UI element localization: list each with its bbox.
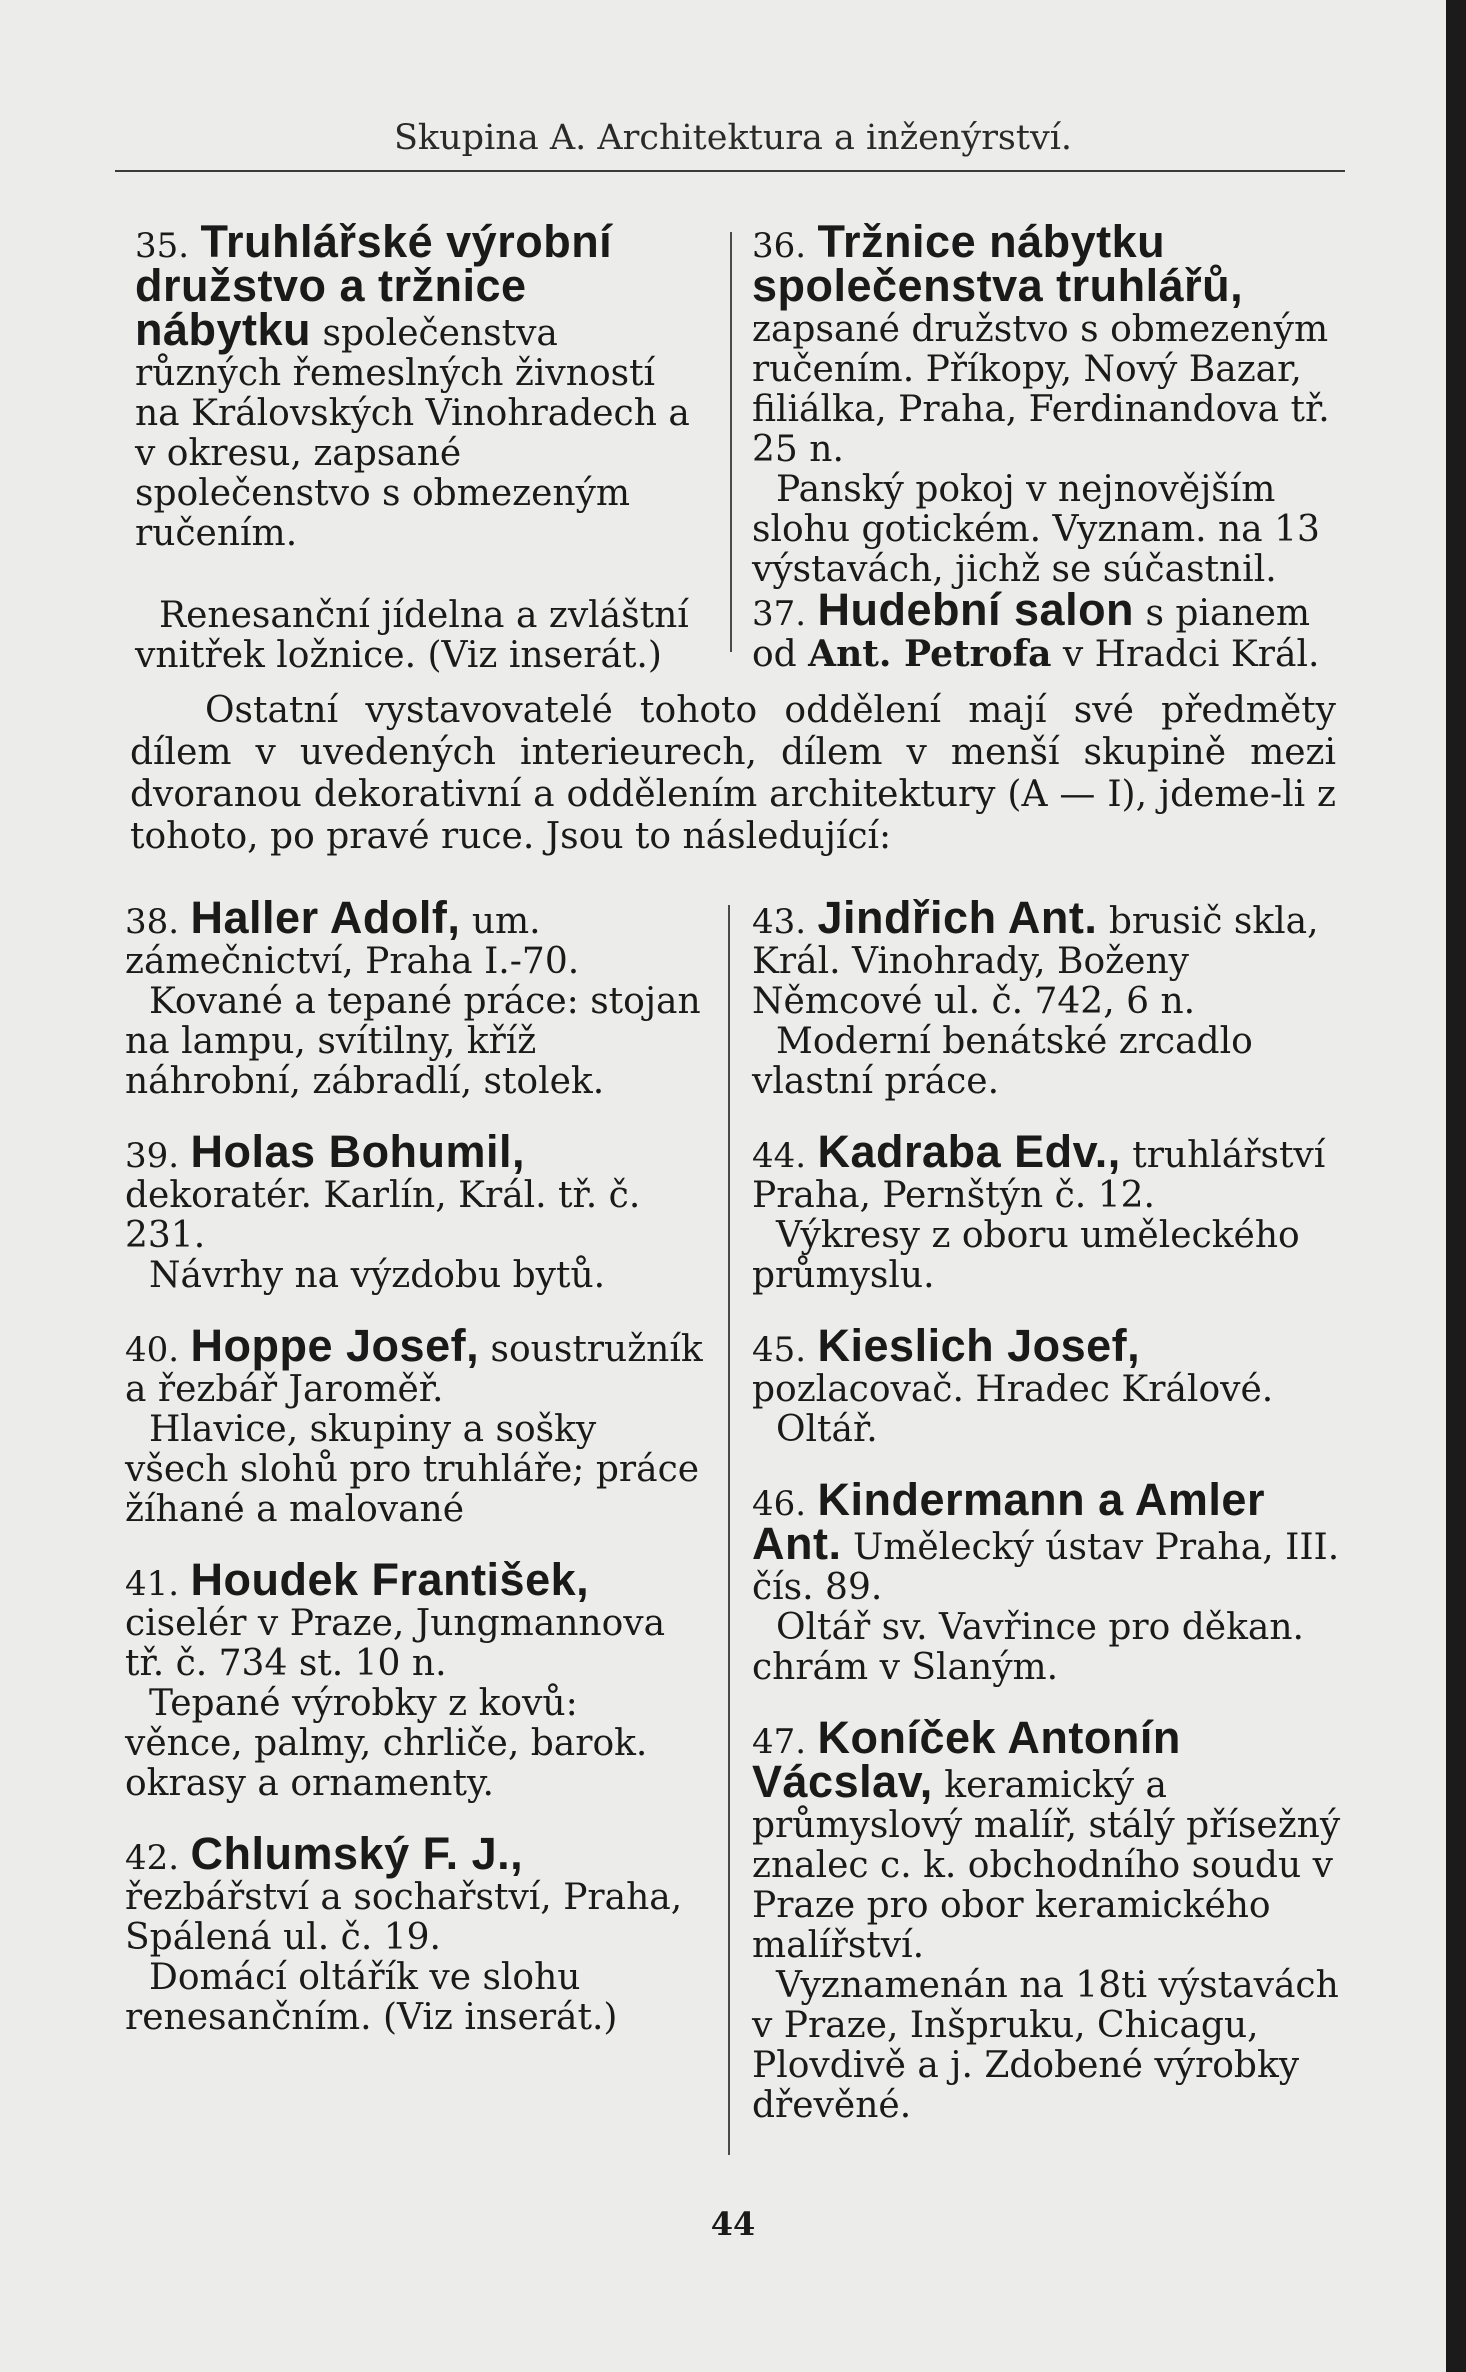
exhibitor-details: ciselér v Praze, Jungmannova tř. č. 734 st. 10 n. [125,1603,666,1684]
exhibitor-name: Houdek František, [190,1554,590,1605]
column-divider [728,905,730,2155]
exhibit-description: Kované a tepané práce: stojan na lampu, svítilny, kříž náhrobní, zábradlí, stolek. [125,981,701,1102]
exhibitor-details: truhlářství Praha, Pernštýn č. 12. [752,1135,1326,1216]
bottom-right-column [752,892,1342,2126]
page-number: 44 [710,2205,756,2243]
entry-42 [125,1828,705,2038]
entry-43 [752,892,1342,1102]
exhibit-description: Tepané výrobky z kovů: věnce, palmy, chrliče, barok. okrasy a ornamenty. [125,1683,648,1804]
exhibit-description: Oltář. [776,1409,878,1450]
exhibitor-details: Umělecký ústav Praha, III. čís. 89. [752,1527,1340,1608]
column-divider [730,232,732,652]
exhibitor-name: Koníček Antonín Vácslav, [752,1712,1181,1807]
header-rule [115,170,1345,172]
exhibitor-details: společenstva různých řemeslných živností na Královských Vinohradech a v okresu, zapsané společenstvo s obmezeným ručením. [135,313,690,554]
entry-number: 39. [125,1136,180,1176]
top-right-column [752,216,1342,675]
intro-text: Ostatní vystavovatelé tohoto oddělení mají své předměty dílem v uvedených interieurech, dílem v menší skupině mezi dvoranou dekorativní a oddělením architektury (A — I), jdeme-li z tohoto, po pravé ruce. Jsou to následující: [130,690,1336,857]
entry-39 [125,1126,705,1296]
exhibitor-details: um. zámečnictví, Praha I.-70. [125,901,580,982]
exhibitor-name: Hoppe Josef, [190,1320,480,1371]
exhibitor-name: Jindřich Ant. [817,892,1098,943]
entry-36 [752,216,1342,590]
exhibit-description: Renesanční jídelna a zvláštní vnitřek ložnice. (Viz inserát.) [135,595,689,676]
entry-number: 37. [752,594,807,634]
entry-44 [752,1126,1342,1296]
exhibit-description: Moderní benátské zrcadlo vlastní práce. [752,1021,1253,1102]
running-header: Skupina A. Architektura a inženýrství. [393,118,1073,158]
entry-number: 41. [125,1564,180,1604]
exhibitor-name: Holas Bohumil, [190,1126,526,1177]
exhibitor-details: soustružník a řezbář Jaroměř. [125,1329,703,1410]
entry-number: 43. [752,902,807,942]
exhibitor-name: Kieslich Josef, [817,1320,1141,1371]
entry-number: 46. [752,1484,807,1524]
exhibit-description: Panský pokoj v nejnovějším slohu gotickém. Vyznam. na 13 výstavách, jichž se súčastnil. [752,469,1320,590]
intro-paragraph [130,690,1336,858]
entry-47 [752,1712,1342,2126]
exhibitor-details: s pianem od [752,593,1311,675]
exhibitor-name: Kindermann a Amler Ant. [752,1474,1265,1569]
entry-number: 36. [752,226,807,266]
entry-40 [125,1320,705,1530]
exhibit-description: Oltář sv. Vavřince pro děkan. chrám v Slaným. [752,1607,1304,1688]
entry-45 [752,1320,1342,1450]
entry-46 [752,1474,1342,1688]
exhibitor-details: dekoratér. Karlín, Král. tř. č. 231. [125,1175,641,1256]
exhibit-description: Domácí oltářík ve slohu renesančním. (Viz inserát.) [125,1957,618,2038]
entry-35 [135,216,705,676]
exhibitor-name: Tržnice nábytku společenstva truhlářů, [752,216,1244,311]
exhibitor-name: Truhlářské výrobní družstvo a tržnice nábytku [135,216,613,355]
exhibitor-details: keramický a průmyslový malíř, stálý přísežný znalec c. k. obchodního soudu v Praze pro obor keramického malířství. [752,1765,1341,1966]
entry-number: 42. [125,1838,180,1878]
exhibitor-name-2: Ant. Petrofa [808,633,1052,675]
exhibitor-details: zapsané družstvo s obmezeným ručením. Příkopy, Nový Bazar, filiálka, Praha, Ferdinandova tř. 25 n. [752,309,1330,470]
entry-number: 45. [752,1330,807,1370]
bottom-left-column [125,892,705,2038]
exhibit-description: Výkresy z oboru uměleckého průmyslu. [752,1215,1300,1296]
entry-number: 40. [125,1330,180,1370]
entry-number: 35. [135,226,190,266]
exhibit-description: Hlavice, skupiny a sošky všech slohů pro truhláře; práce žíhané a malované [125,1409,700,1530]
exhibitor-details: řezbářství a sochařství, Praha, Spálená ul. č. 19. [125,1877,683,1958]
exhibitor-name: Haller Adolf, [190,892,461,943]
entry-number: 44. [752,1136,807,1176]
exhibitor-details-2: v Hradci Král. [1062,634,1320,675]
exhibit-description: Návrhy na výzdobu bytů. [149,1255,606,1296]
exhibitor-name: Kadraba Edv., [817,1126,1121,1177]
top-left-column [135,216,705,676]
exhibitor-name: Hudební salon [817,584,1135,635]
exhibitor-name: Chlumský F. J., [190,1828,524,1879]
entry-41 [125,1554,705,1804]
entry-38 [125,892,705,1102]
entry-number: 47. [752,1722,807,1762]
exhibitor-details: pozlacovač. Hradec Králové. [752,1369,1274,1410]
exhibitor-details: brusič skla, Král. Vinohrady, Boženy Němcové ul. č. 742, 6 n. [752,901,1319,1022]
exhibit-description: Vyznamenán na 18ti výstavách v Praze, Inšpruku, Chicagu, Plovdivě a j. Zdobené výrobky dřevěné. [752,1965,1339,2126]
entry-number: 38. [125,902,180,942]
entry-37 [752,584,1342,675]
